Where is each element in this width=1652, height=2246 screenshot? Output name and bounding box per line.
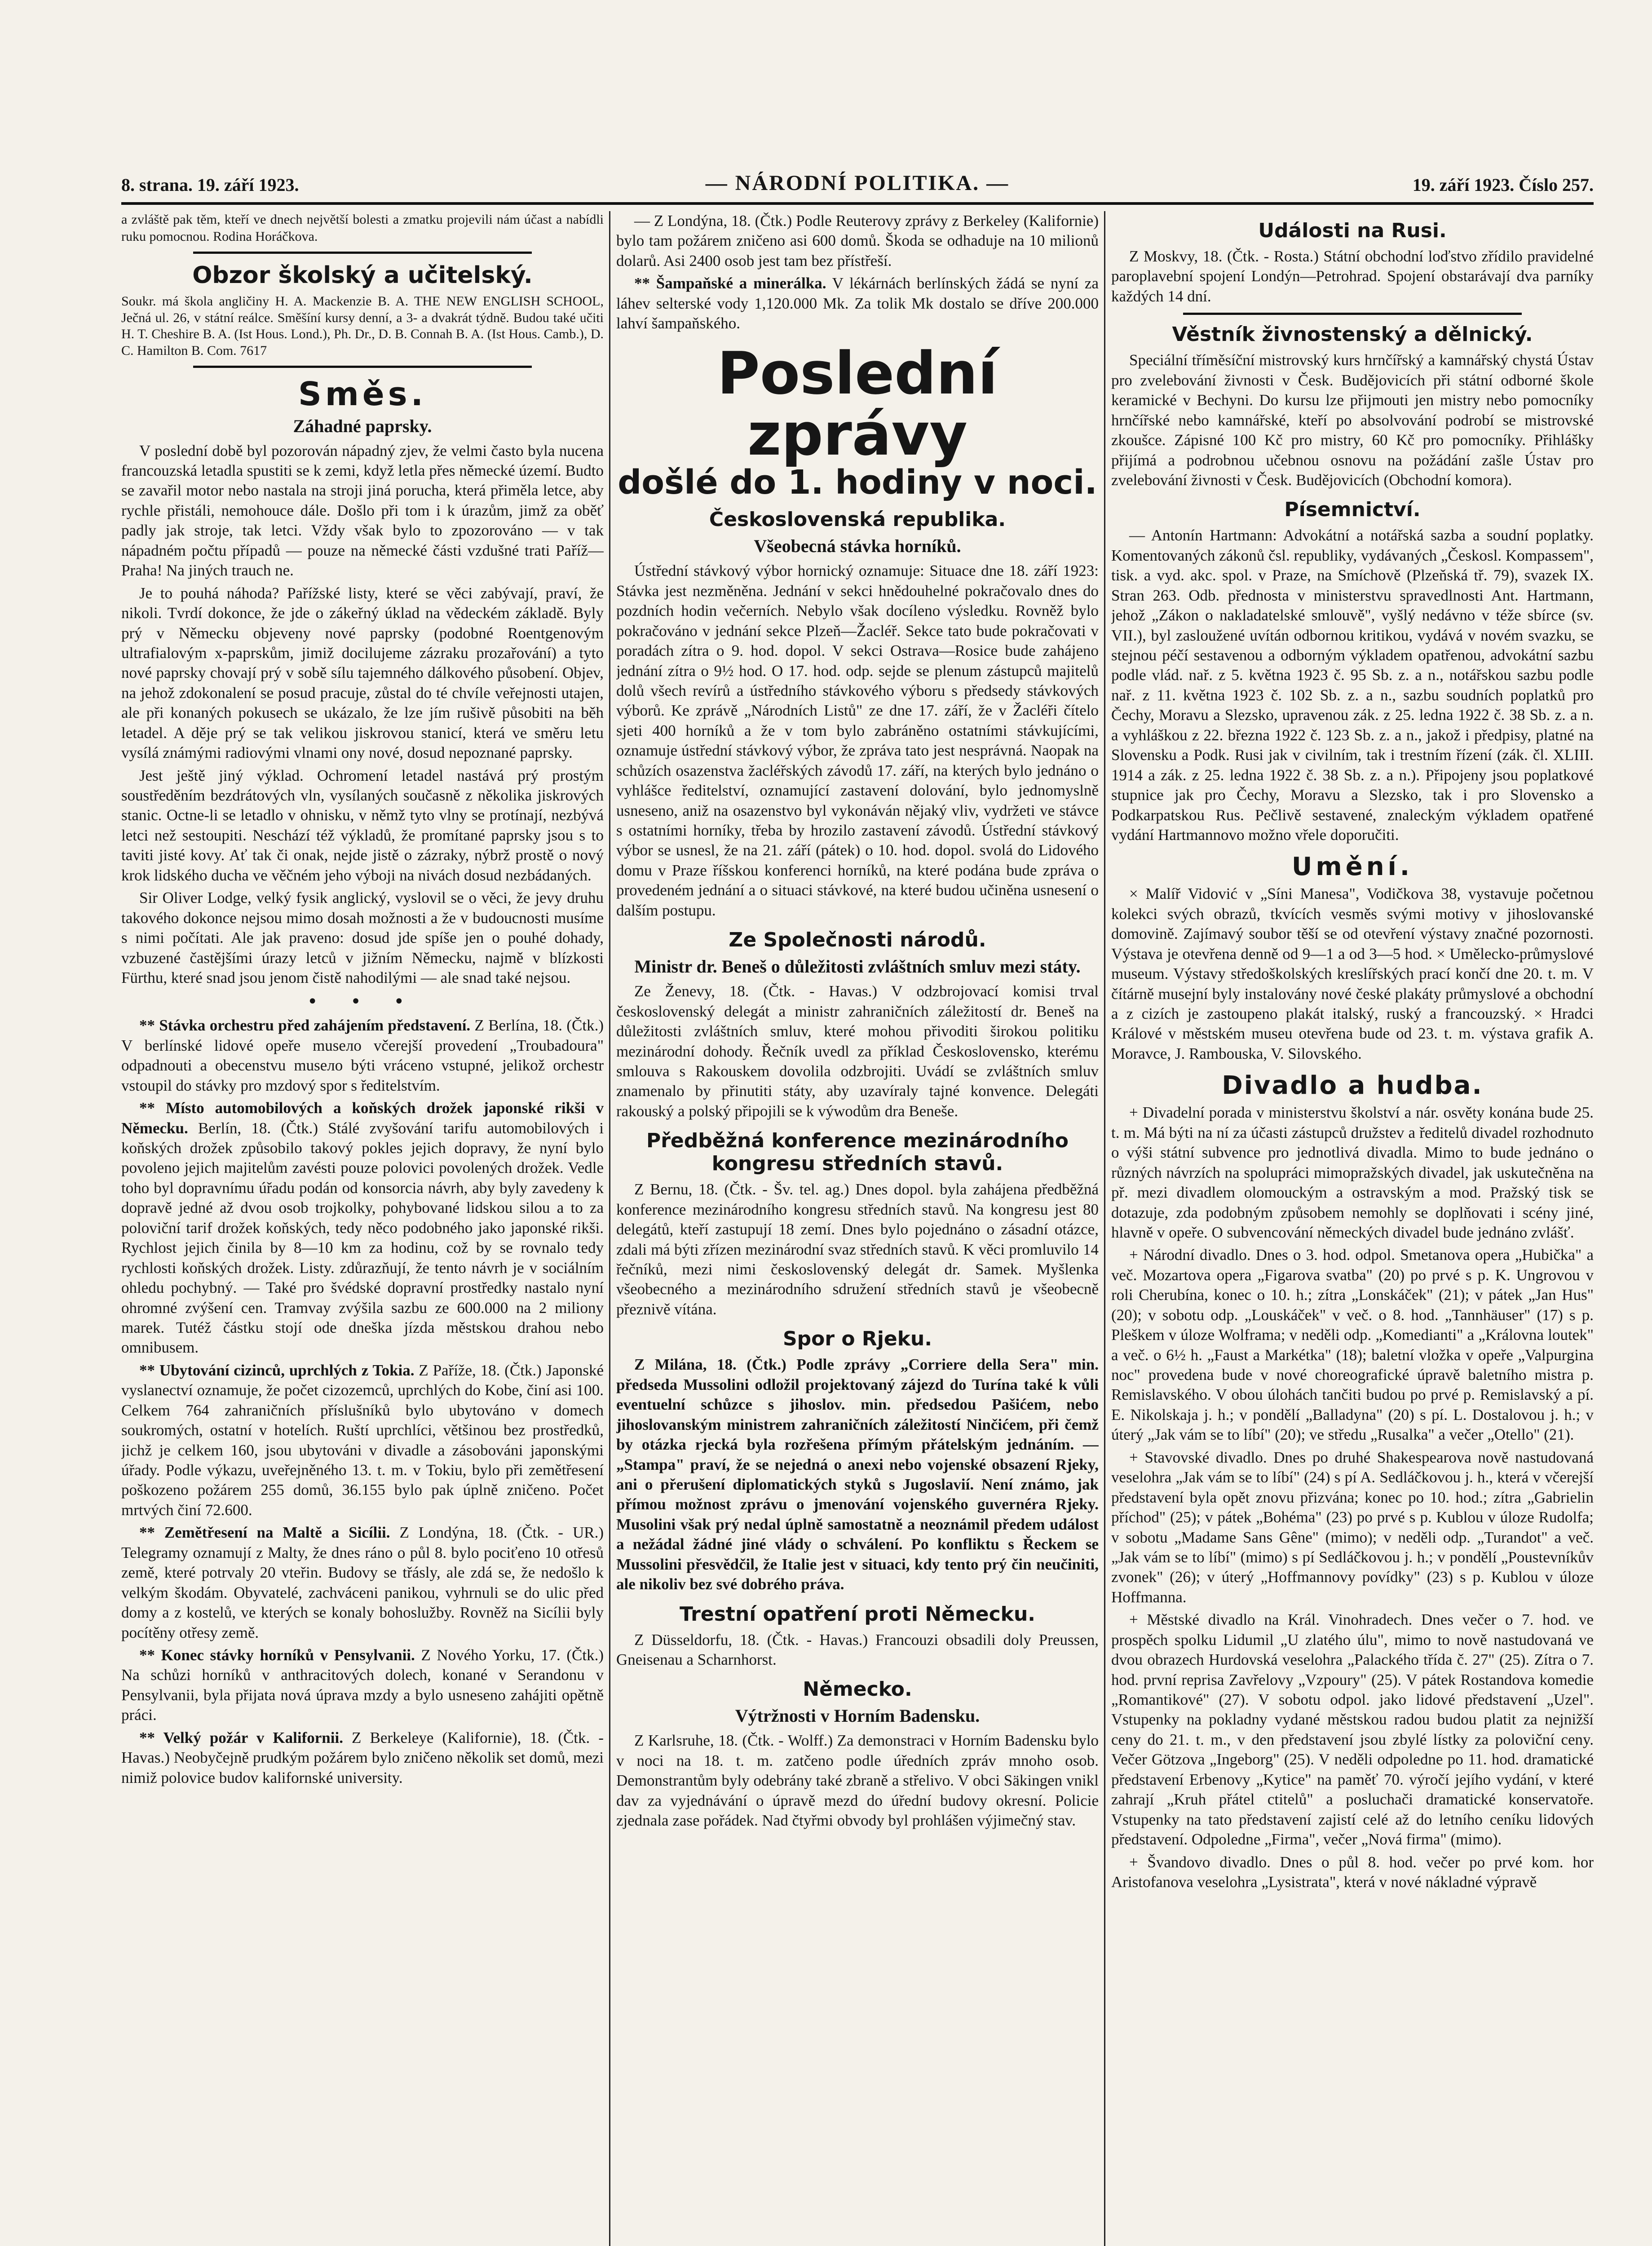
page-header: [121, 171, 1594, 205]
article-paragraph: + Národní divadlo. Dnes o 3. hod. odpol. Smetanova opera „Hubička" a več. Mozartova opera „Figarova svatba" (20) po prvé s p. K. Ungrovou v roli Cherubína, konec o 10. h.; zítra „Lonskáček" (21); v pátek „Jan Hus" (20); v sobotu odp. „Louskáček" v več. o 8. hod. „Tannhäuser" (17) s p. Pleškem v úloze Wolframa; v neděli odp. „Komedianti" a „Královna loutek" a več. o 6½ h. „Faust a Markétka" (18); baletní vložka v opeře „Valpurgina noc" provedena bude v nové choreografické úpravě baletního mistra p. Remislavského. V obou úlohách tančiti budou po prvé p. Remislavský a pí. E. Nikolskaja j. h.; v pondělí „Balladyna" (20) s pí. L. Dostalovou j. h.; v úterý „Jak vám se to líbí" (20); ve středu „Rusalka" a večer „Otello" (21).: [1111, 1246, 1594, 1444]
news-text: Z Nového Yorku, 17. (Čtk.) Na schůzi horníků v anthracitových dolech, konané v Serandonu v Pensylvanii, byla přijata nová úprava mzdy a bylo usneseno zahájiti opětně práci.: [121, 1646, 604, 1724]
news-title: ** Konec stávky horníků v Pensylvanii.: [139, 1646, 415, 1664]
thanks-notice: a zvláště pak těm, kteří ve dnech největší bolesti a zmatku projevili nám účast a nabídli ruku pomocnou. Rodina Horáčkova.: [121, 212, 604, 244]
news-text: Z Berlína, 18. (Čtk.) V berlínské lidové opeře museло včerejší provedení „Troubadoura" odpadnouti a obecenstvu museло býti vráceno vstupné, jelikož orchestr vstoupil do stávky pro mzdový spor s ředitelstvím.: [121, 1017, 604, 1094]
article-title-zahadne-paprsky: Záhadné paprsky.: [293, 416, 432, 436]
section-title-pisemnictvi: Písemnictví.: [1284, 498, 1421, 522]
article-paragraph: Je to pouhá náhoda? Pařížské listy, které se věci zabývají, praví, že nikoli. Tvrdí dokonce, že jde o zákeřný úklad na vědeckém základě. Byly prý v Německu objeveny nové paprsky (podobné Roentgenovým ultrafialovým x-paprskům, jimiž docilujeme zázraku prozařování) a tyto nové paprsky chovají prý v sobě sílu tajemného dálkového působení. Objev, na jehož zdokonalení se posud pracuje, zůstal do té chvíle veřejnosti utajen, ale při konaných pokusech se ukázalo, že lze jím rušivě působiti na běh letadel. A děje prý se tak velikou jiskrovou stanicí, která ve směru letu vysílá známými radiovými vlnami ony nové, dosud nepoznané paprsky.: [121, 584, 604, 762]
news-title: ** Ubytování cizinců, uprchlých z Tokia.: [139, 1361, 415, 1379]
news-title: ** Místo automobilových a koňských drožek japonské rikši v Německu.: [121, 1099, 604, 1137]
article-paragraph: Ústřední stávkový výbor hornický oznamuje: Situace dne 18. září 1923: Stávka jest nezměněna. Jednání v sekci hnědouhelné pokračovalo dnes do pozdních hodin večerních. Nebylo však docíleno výsledku. Rovněž bylo pokračováno v jednání sekce Plzeň—Žacléř. Sekce tato bude pokračovati v poradách zítra o 9. hod. dopol. V sekci Ostrava—Rosice bude zahájeno jednání zítra o 9½ hod. O 17. hod. odp. sejde se plenum zástupců majitelů dolů všech revírů a ústředního stávkového výboru s předsedy stávkových výborů. Ke zprávě „Národních Listů" ze dne 17. září, že v Žacléři čítelo sjeti 400 horníků a že v tom bylo zabráněno ostatními stávkujícími, oznamuje ústřední stávkový výbor, že zpráva tato jest nesprávná. Naopak na schůzích osazenstva žacléřských závodů 17. září, na kterých bylo jednáno o vyhlášce ředitelství, oznamující zastavení dolování, bylo jednomyslně usneseno, aniž na osazenstvo byl vykonáván nějaký vliv, vydržeti ve stávce s ostatními horníky, třeba by hrozilo zastavení závodů. Ústřední stávkový výbor se usnesl, že na 21. září (pátek) o 10. hod. dopol. svolá do Lidového domu v Praze říšskou konferenci horníků, na které podána bude zpráva o provedeném jednání a o situaci stávkové, na které budou učiněna usnesení o dalším postupu.: [616, 562, 1099, 919]
news-text: Z Berkeleye (Kalifornie), 18. (Čtk. - Havas.) Neobyčejně prudkým požárem bylo zničeno několik set domů, mezi nimiž polovice budov kalifornské university.: [121, 1729, 604, 1786]
separator: [193, 252, 532, 254]
article-subtitle-sn: Ministr dr. Beneš o důležitosti zvláštních smluv mezi státy.: [634, 956, 1081, 977]
news-text: Berlín, 18. (Čtk.) Stálé zvyšování tarifu automobilových i koňských drožek způsobilo takový pokles jejich dopravy, že nyní bylo povoleno jejich majitelům zavésti pouze polovici povolených drožek. Vedle toho byl dopravnímu úřadu podán od konsorcia návrh, aby byly zavedeny k dopravě jedné až dvou osob trojkolky, pohybované lidskou silou a to za poloviční tarif drožek koňských, tedy něco podobného jako japonské rikši. Rychlost jejich činila by 8—10 km za hodinu, což by se rovnalo tedy rychlosti koňských drožek. Listy. zdůrazňují, že tento návrh je v sociálním ohledu pochybný. — Také pro švédské dopravní prostředky nastalo nyní ohromné zvýšení cen. Tramvay zvýšila sazbu ze 600.000 na 2 miliony marek. Tutéž částku stojí ode dneška jízda městskou drahou nebo omnibusem.: [121, 1119, 604, 1357]
section-title-trestni: Trestní opatření proti Německu.: [680, 1602, 1035, 1626]
header-page-date: 8. strana. 19. září 1923.: [121, 175, 299, 195]
news-text: Z Londýna, 18. (Čtk. - UR.) Telegramy oznamují z Malty, že dnes ráno o půl 8. bylo pociťeno 10 otřesů země, které potrvaly 20 vteřin. Budovy se třásly, ale zdá se, že nedošlo k velkým škodám. Obyvatelé, zachváceni panikou, vyhrnuli se do ulic před domy a z kostelů, ve kterých se konaly bohoslužby. Rovněž na Sicílii byly pocítěny otřesy země.: [121, 1524, 604, 1641]
news-text: Z Paříže, 18. (Čtk.) Japonské vyslanectví oznamuje, že počet cizozemců, uprchlých do Kobe, činí asi 100. Celkem 764 zahraničních příslušníků bylo ubytováno v domech soukromých, ostatní v hotelích. Ruští uprchlíci, většinou bez prostředků, jichž je celkem 160, jsou ubytováni v divadle a zásobováni japonskými úřady. Podle výkazu, uveřejněného 13. t. m. v Tokiu, bylo při zemětřesení poškozeno požárem 255 domů, 36.155 bylo pak úplně zničeno. Počet mrtvých činí 72.600.: [121, 1361, 604, 1519]
section-title-obzor: Obzor školský a učitelský.: [192, 262, 533, 289]
article-paragraph: Z Moskvy, 18. (Čtk. - Rosta.) Státní obchodní loďstvo zřídilo pravidelné paroplavební spojení Londýn—Petrohrad. Spojení obstarávají dva parníky každých 14 dní.: [1111, 248, 1594, 305]
column-2: [616, 211, 1099, 2246]
article-title-stavka: Všeobecná stávka horníků.: [754, 536, 961, 557]
separator: [1183, 313, 1522, 315]
section-title-pk: Předběžná konference mezinárodního kongresu středních stavů.: [646, 1129, 1069, 1176]
news-title: ** Velký požár v Kalifornii.: [139, 1729, 343, 1746]
news-text: — Z Londýna, 18. (Čtk.) Podle Reuterovy zprávy z Berkeley (Kalifornie) bylo tam požárem zničeno asi 600 domů. Škoda se odhaduje na 10 milionů dolarů. Asi 2400 osob jest tam bez přístřeší.: [616, 212, 1099, 270]
column-rule: [1104, 211, 1105, 2246]
article-subtitle-nemecko: Výtržnosti v Horním Badensku.: [735, 1706, 980, 1726]
news-text: V lékárnách berlínských žádá se nyní za láhev selterské vody 1,120.000 Mk. Za tolik Mk dostalo se dříve 200.000 lahví šampaňského.: [616, 274, 1099, 332]
asterism: • • •: [307, 991, 418, 1012]
article-paragraph: + Stavovské divadlo. Dnes po druhé Shakespearova nově nastudovaná veselohra „Jak vám se to líbí" (24) s pí A. Sedláčkovou j. h., která v včerejší představení byla opět znovu přizvána; konec po 10. hod.; zítra „Gabrielin příchod" (25); v pátek „Bohéma" (23) po prvé s p. Kublou v úloze Rudolfa; v sobotu „Madame Sans Gêne" (mimo); v neděli odp. „Turandot" a več. „Jak vám se to líbí" (mimo) s pí Sedláčkovou j. h.; v pondělí „Poustevníkův zvonek" (26); v úterý „Hoffmannovy povídky" (23) s p. Kublou v úloze Hoffmanna.: [1111, 1448, 1594, 1606]
section-title-rjeka: Spor o Rjeku.: [782, 1327, 932, 1351]
section-title-rus: Události na Rusi.: [1258, 219, 1447, 242]
school-advert: Soukr. má škola angličiny H. A. Mackenzie B. A. THE NEW ENGLISH SCHOOL, Ječná ul. 26, v státní reálce. Směšíní kursy denní, a 3- a dvakrát týdně. Budou také učiti H. T. Cheshire B. A. (Ist Hous. Lond.), Ph. Dr., D. B. Connah B. A. (Ist Hous. Camb.), D. C. Hamilton B. Com. 7617: [121, 294, 604, 358]
article-paragraph: Z Milána, 18. (Čtk.) Podle zprávy „Corriere della Sera" min. předseda Mussolini odložil projektovaný zájezd do Turína také k vůli eventuelní schůzce s jihoslov. min. předsedou Pašićem, nebo jihoslovanským ministrem zahraničních záležitostí Ninčićem, při čemž by otázka rjecká byla rozřešena přímým přátelským jednáním. — „Stampa" praví, že se nejedná o anexi nebo vojenské obsazení Rjeky, ani o přerušení diplomatických styků s Jugoslavií. Není známo, jak přímou možnost zprávu o jmenování vojenského guvernéra Rjeky. Musolini však prý nedal úplně samostatně a neoznámil předem událost a nežádal žádné jiné vlády o schválení. Po konfliktu s Řeckem se Mussolini přesvědčil, že Italie jest v situaci, kdy tento prý čin neučiniti, ale nikoliv bez své dobrého práva.: [616, 1356, 1099, 1593]
separator: [193, 366, 532, 368]
article-paragraph: + Divadelní porada v ministerstvu školství a nár. osvěty konána bude 25. t. m. Má býti na ní za účasti zástupců družstev a ředitelů divadel rozhodnuto o výši státní subvence pro jednotlivá divadla. Mimo to bude jednáno o různých návrzích na spolupráci mimopražských divadel, jak uskutečněna na př. mezi divadlem olomouckým a ostravským a mod. Pražský tisk se dotazuje, zda podobným způsobem nemohly se doplňovati i scény jiné, hlavně v opeře. O subvencování německých divadel bude jednáno zvlášť.: [1111, 1104, 1594, 1241]
article-paragraph: Z Karlsruhe, 18. (Čtk. - Wolff.) Za demonstraci v Horním Badensku bylo v noci na 18. t. m. zatčeno podle úředních zpráv mnoho osob. Demonstrantům byly odebrány také zbraně a střelivo. V obci Säkingen vnikl dav za vyjednávání o úpravě mezd do úřední budovy okresní. Policie zjednala zase pořádek. Nad čtyřmi obvody byl prohlášen výjimečný stav.: [616, 1732, 1099, 1830]
article-paragraph: Jest ještě jiný výklad. Ochromení letadel nastává prý prostým soustředěním bezdrátových vln, vysílaných současně z několika jiskrových stanic. Octne-li se letadlo v ohnisku, v němž tyto vlny se protínají, nezbývá letci než sestoupiti. Neschází též výkladů, že promítané paprsky jsou s to taviti jisté kovy. Ať tak či onak, nejde jistě o zázraky, nýbrž prostě o nový krok lidského ducha ve věčném jeho výboji na nivách dosud nezbádaných.: [121, 766, 604, 884]
article-paragraph: + Švandovo divadlo. Dnes o půl 8. hod. večer po prvé kom. hor Aristofanova veselohra „Lysistrata", která v nové nákladné výpravě: [1111, 1853, 1594, 1891]
article-paragraph: Speciální tříměsíční mistrovský kurs hrnčířský a kamnářský chystá Ústav pro zvelebování živnosti v Česk. Budějovicích při státní odborné škole keramické v Bechyni. Do kursu lze přijmouti jen mistry nebo pomocníky hrnčířské nebo kamnářské, kteří po absolvování podrobí se mistrovské zkoušce. Zápisné 100 Kč pro mistry, 60 Kč pro pomocníky. Přihlášky přijímá a podrobnou učebnou osnovu na požádání zašle Ústav pro zvelebování živnosti v Česk. Budějovicích (Obchodní komora).: [1111, 351, 1594, 489]
column-rule: [609, 211, 610, 2246]
article-paragraph: V poslední době byl pozorován nápadný zjev, že velmi často byla nucena francouzská letadla spustiti se k zemi, když letla přes německé území. Budto se zavařil motor nebo nastala na stroji jiná porucha, která přiměla letce, aby rychle přistáli, nemohouce dále. Došlo při tom i k úrazům, jimž za oběť padly jak stroje, tak letci. Vždy však bylo to zpozorováno — v tak nápadném počtu případů — pouze na německé části vzdušné trati Paříž—Praha! Na jiných trauch ne.: [121, 442, 604, 579]
article-paragraph: Z Düsseldorfu, 18. (Čtk. - Havas.) Francouzi obsadili doly Preussen, Gneisenau a Scharnhorst.: [616, 1631, 1099, 1668]
column-3: [1111, 211, 1594, 2246]
article-paragraph: — Antonín Hartmann: Advokátní a notářská sazba a soudní poplatky. Komentovaných zákonů čsl. republiky, vydávaných „Českosl. Kompassem", tisk. a vyd. akc. spol. v Praze, na Smíchově (Plzeňská tř. 79), svazek IX. Stran 263. Odb. přednosta v ministerstvu spravedlnosti Ant. Hartmann, jehož „Zákon o nakladatelské smlouvě", vyšlý nedávno v téže sbírce (sv. VII.), byl zasloužené uvítán odbornou kritikou, vydává v novém svazku, se stejnou péčí sestavenou a odborným výkladem opatřenou, advokátní sazbu podle vlád. nař. z 5. května 1923 č. 95 Sb. z. a n., notářskou sazbu podle nař. z 11. května 1923 č. 102 Sb. z. a n., sazbu soudních poplatků pro Čechy, Moravu a Slezsko, upravenou zák. z 25. ledna 1922 č. 38 Sb. z. a n. a vyhláškou z 22. března 1922 č. 123 Sb. z. a n., jakož i předpisy, platné na Slovensku a Podk. Rusi jak v civilním, tak i trestním řízení (zák. čl. XLIII. 1914 a zák. z 25. ledna 1922 č. 38 Sb. z. a n.). Připojeny jsou poplatkové stupnice jak pro Čechy, Moravu a Slezsko, tak i pro Slovensko a Podkarpatskou Rus. Pečlivě sestavené, znaleckým výkladem opatřené vydání Hartmannovo možno vřele doporučiti.: [1111, 526, 1594, 844]
banner-line-1: Poslední zprávy: [717, 339, 998, 469]
section-title-divadlo: Divadlo a hudba.: [1222, 1071, 1483, 1101]
article-paragraph: + Městské divadlo na Král. Vinohradech. Dnes večer o 7. hod. ve prospěch spolku Lidumil „U zlatého úlu", mimo to nově nastudovaná ve dvou obrazech Hurdovská veselohra „Palackého třída č. 27" (25). Zítra o 7. hod. první reprisa Zavřelovy „Vzpoury" (25). V pátek Rostandova komedie „Romantikové" (27). V sobotu odpol. jako lidové představení „Uzel". Vstupenky na pokladny vydané městskou radou budou platit za nejnižší ceny do 21. t. m., v den představení jsou zbylé lístky za poloviční ceny. Večer Götzova „Ingeborg" (25). V neděli odpoledne po 11. hod. dramatické představení Erbenovy „Kytice" na paměť 70. výročí jejího vydání, v které zahrají „Kruh přátel ctitelů" a posluchači dramatické konservatoře. Vstupenky na tato představení zajistí celé až do letního ceníku lidových představení. Odpoledne „Firma", večer „Nová firma" (mimo).: [1111, 1611, 1594, 1848]
banner-latest-news: [616, 339, 1099, 502]
article-paragraph: Sir Oliver Lodge, velký fysik anglický, vyslovil se o věci, že jevy druhu takového dokonce nejsou mimo dosah možnosti a že v budoucnosti musíme s nimi počítati. Ale jak praveno: dosud jde spíše jen o pouhé dohady, vzbuzené častějšími úrazy letců v jižním Německu, najmě v blízkosti Fürthu, které snad jsou jenom čistě nahodilými — ale snad také nejsou.: [121, 889, 604, 986]
column-1: [121, 211, 604, 2246]
section-title-cs: Československá republika.: [709, 508, 1006, 531]
news-title: ** Stávka orchestru před zahájením představení.: [139, 1017, 471, 1035]
section-title-vestnik: Věstník živnostenský a dělnický.: [1172, 323, 1533, 346]
article-paragraph: Ze Ženevy, 18. (Čtk. - Havas.) V odzbrojovací komisi trval československý delegát a ministr zahraničních záležitostí dr. Beneš na důležitosti zvláštních smluv, které mohou přivoditi širokou politiku mezinárodní dohody. Řečník uvedl za příklad Československo, kterému smlouva s Rakouskem dovolila odzbrojiti. Uvádí se zvláštních smluv znamenalo by přinutiti státy, aby uzavíraly tajné konvence. Delegáti rakouský a polský připojili se k výwodům dra Beneše.: [616, 982, 1099, 1120]
section-title-nemecko: Německo.: [803, 1678, 912, 1701]
masthead-title: — NÁRODNÍ POLITIKA. —: [705, 171, 1010, 195]
section-title-smes: Směs.: [298, 375, 427, 413]
section-title-sn: Ze Společnosti národů.: [729, 928, 986, 952]
article-paragraph: × Malíř Vidović v „Síni Manesa", Vodičkova 38, vystavuje početnou kolekci svých obrazů, tkvících vesměs svými motivy v jihoslovanské domovině. Zajímavý soubor těší se od otevření výstavy značné pozornosti. Výstava je otevřena denně od 9—1 a od 3—5 hod. × Umělecko-průmyslové museum. Výstavy středoškolských kreslířských prací končí dne 20. t. m. V čítárně musejní byly instalovány nové české plakáty průmyslové a obchodní a z cizích je zastoupeno plakát italský, ruský a francouzský. × Hradci Králové v městském museu otevřena bude od 23. t. m. výstava grafik A. Moravce, J. Rambouska, V. Silovského.: [1111, 885, 1594, 1062]
banner-line-2: došlé do 1. hodiny v noci.: [618, 463, 1097, 502]
section-title-umeni: Umění.: [1291, 852, 1413, 882]
news-title: ** Šampaňské a minerálka.: [634, 274, 826, 292]
news-title: ** Zemětřesení na Maltě a Sicílii.: [139, 1524, 390, 1542]
header-issue-number: 19. září 1923. Číslo 257.: [1412, 175, 1594, 195]
columns: [121, 211, 1594, 2246]
article-paragraph: Z Bernu, 18. (Čtk. - Šv. tel. ag.) Dnes dopol. byla zahájena předběžná konference mezinárodního kongresu středních stavů. Na kongresu jest 80 delegátů, kteří zastupují 18 zemí. Dnes bylo pojednáno o zásadní otázce, zdali má býti zřízen mezinárodní svaz středních stavů. K věci promluvilo 14 řečníků, mezi nimi československý delegát dr. Samek. Myšlenka všeobecného a mezinárodního sdružení středních stavů je všeobecně přeznivě vítána.: [616, 1180, 1099, 1318]
